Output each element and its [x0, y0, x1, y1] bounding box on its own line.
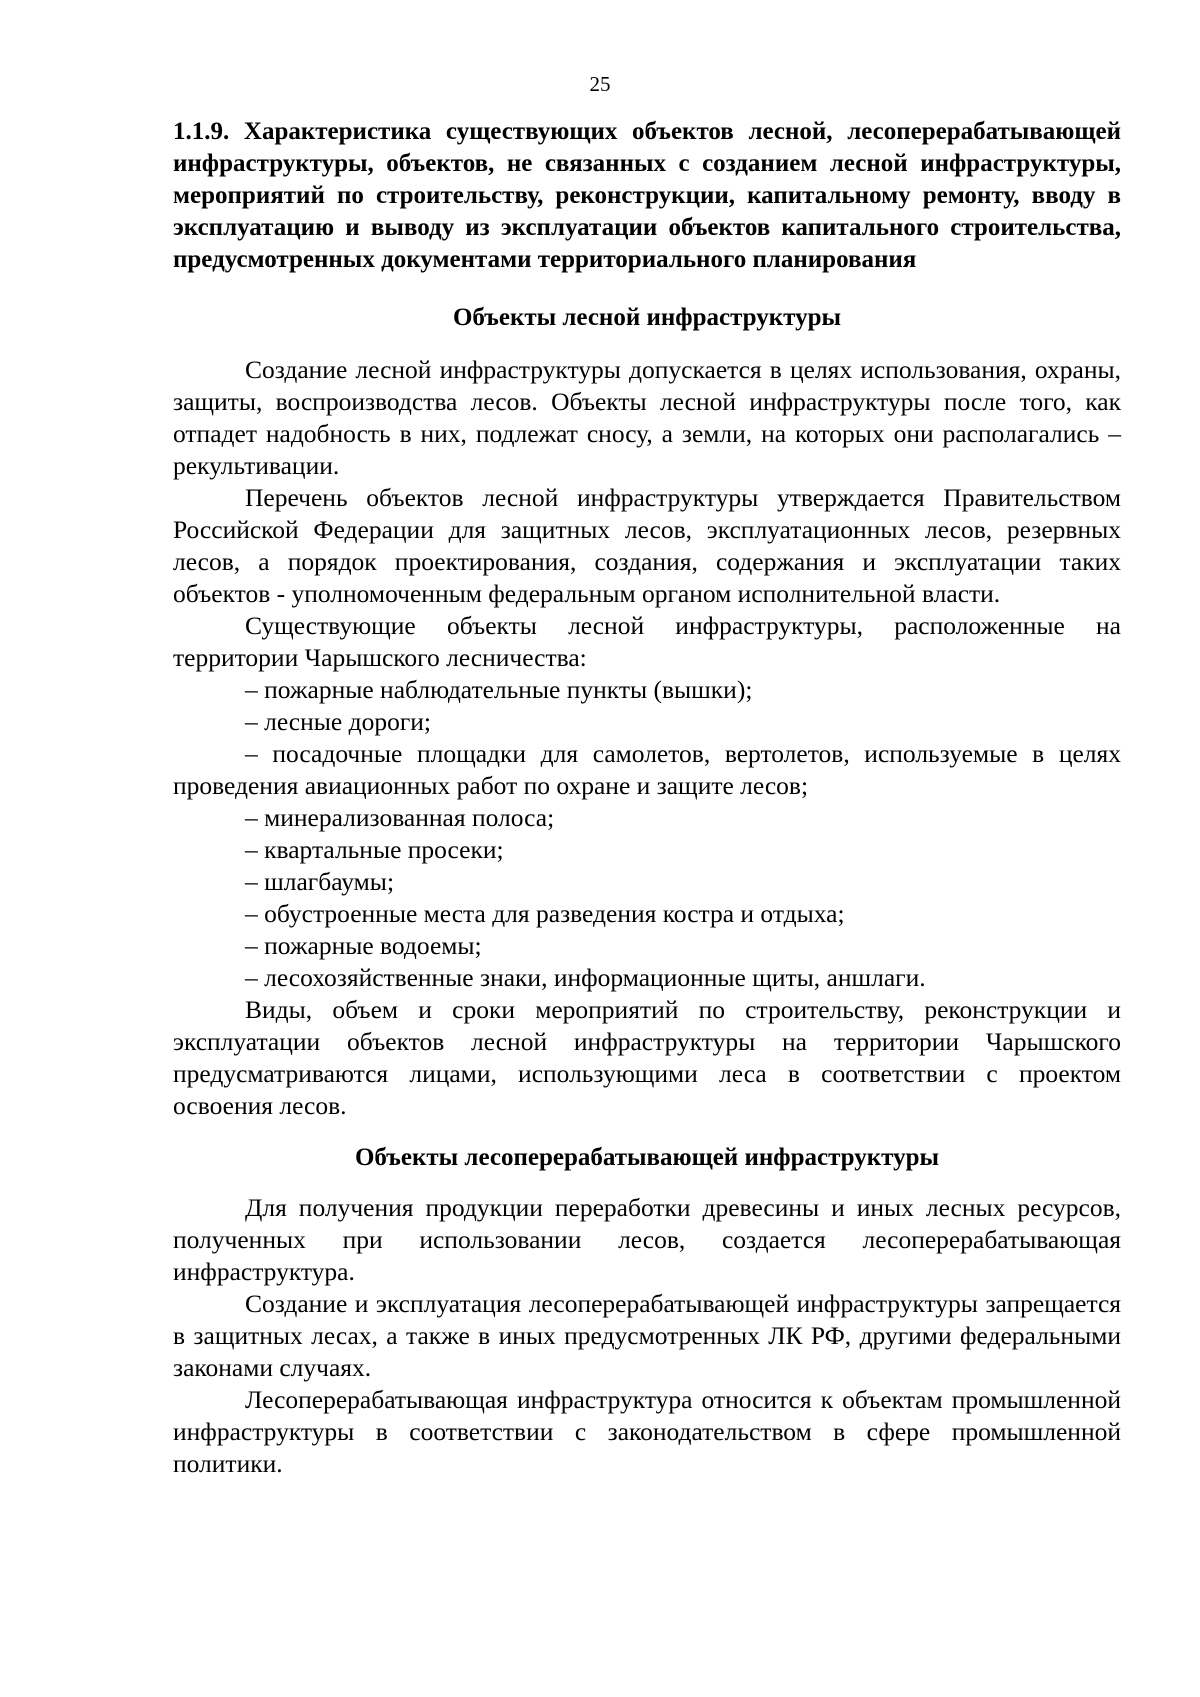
subsection-title-processing: Объекты лесоперерабатывающей инфраструктуры	[354, 1144, 940, 1171]
list-item: – обустроенные места для разведения костра и отдыха;	[245, 899, 845, 928]
list-item: – посадочные площадки для самолетов, вертолетов, используемые в целях проведения авиационных работ по охране и защите лесов;	[173, 739, 1121, 800]
list-item: – квартальные просеки;	[245, 835, 504, 864]
paragraph: Перечень объектов лесной инфраструктуры утверждается Правительством Российской Федерации для защитных лесов, эксплуатационных лесов, резервных лесов, а порядок проектирования, создания, содержания и эксплуатации таких объектов - уполномоченным федеральным органом исполнительной власти.	[173, 483, 1121, 608]
s2-body	[173, 1192, 1121, 1480]
list-item: – пожарные водоемы;	[245, 931, 482, 960]
paragraph: Виды, объем и сроки мероприятий по строительству, реконструкции и эксплуатации объектов лесной инфраструктуры на территории Чарышского предусматриваются лицами, использующими леса в соответствии с проектом освоения лесов.	[173, 995, 1121, 1120]
list-item: – шлагбаумы;	[245, 867, 395, 896]
subsection-title-forest: Объекты лесной инфраструктуры	[452, 304, 842, 331]
paragraph: Лесоперерабатывающая инфраструктура относится к объектам промышленной инфраструктуры в соответствии с законодательством в сфере промышленной политики.	[173, 1385, 1121, 1478]
paragraph: Для получения продукции переработки древесины и иных лесных ресурсов, полученных при использовании лесов, создается лесоперерабатывающая инфраструктура.	[173, 1193, 1121, 1286]
paragraph: Существующие объекты лесной инфраструктуры, расположенные на территории Чарышского лесничества:	[173, 611, 1121, 672]
list-item: – лесные дороги;	[245, 707, 432, 736]
list-item: – лесохозяйственные знаки, информационные щиты, аншлаги.	[245, 963, 926, 992]
list-item: – минерализованная полоса;	[245, 803, 555, 832]
list-item: – пожарные наблюдательные пункты (вышки);	[245, 675, 753, 704]
section-heading: 1.1.9. Характеристика существующих объектов лесной, лесоперерабатывающей инфраструктуры, объектов, не связанных с созданием лесной инфраструктуры, мероприятий по строительству, реконструкции, капитальному ремонту, вводу в эксплуатацию и выводу из эксплуатации объектов капитального строительства, предусмотренных документами территориального планирования	[173, 118, 1121, 273]
page-number: 25	[589, 72, 611, 96]
paragraph: Создание и эксплуатация лесоперерабатывающей инфраструктуры запрещается в защитных лесах, а также в иных предусмотренных ЛК РФ, другими федеральными законами случаях.	[173, 1289, 1121, 1382]
paragraph: Создание лесной инфраструктуры допускается в целях использования, охраны, защиты, воспроизводства лесов. Объекты лесной инфраструктуры после того, как отпадет надобность в них, подлежат сносу, а земли, на которых они располагались – рекультивации.	[173, 355, 1121, 480]
document-body	[173, 116, 1121, 1480]
s1-body	[173, 354, 1121, 1122]
